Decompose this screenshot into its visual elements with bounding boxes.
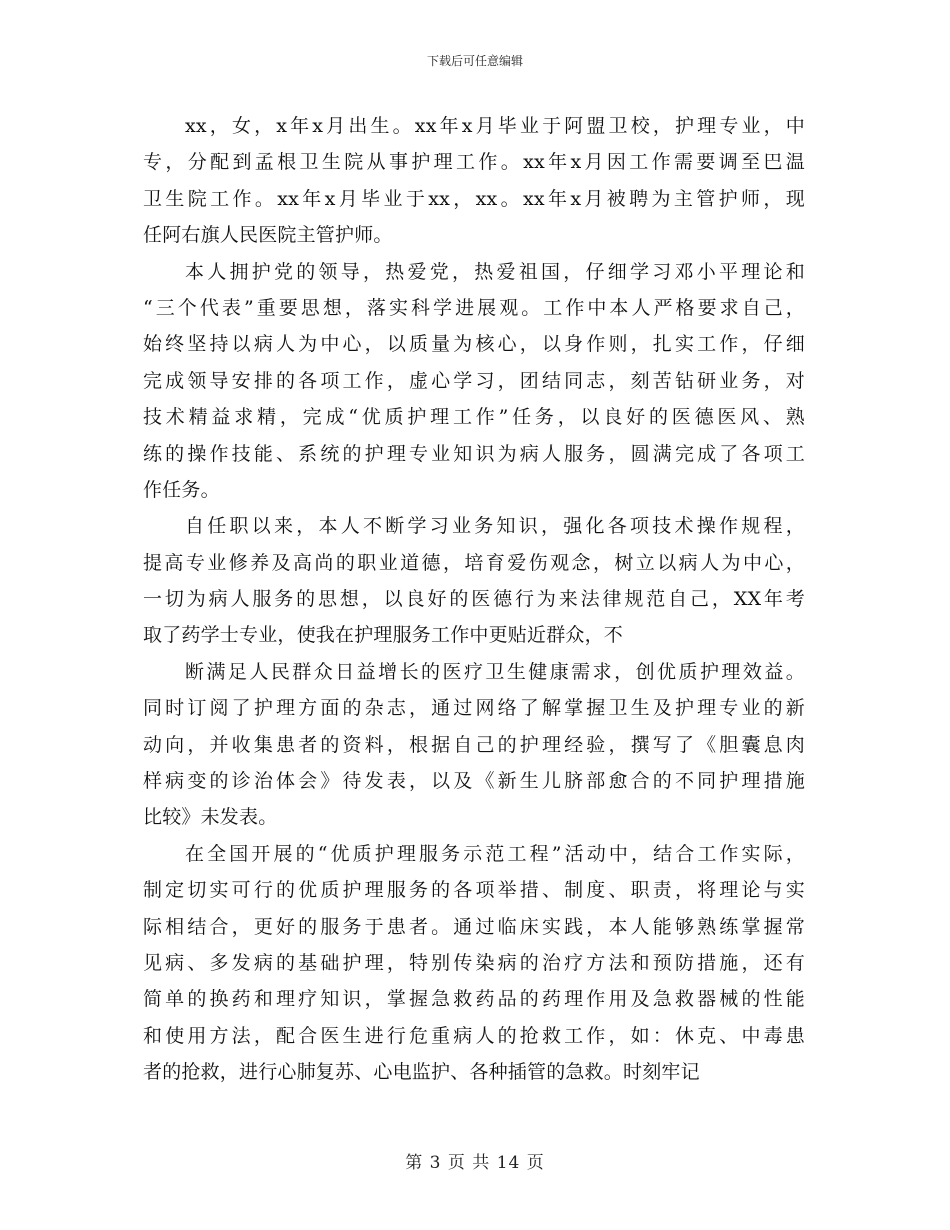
page-header: 下载后可任意编辑: [426, 54, 523, 68]
paragraph-5-line-2: 制定切实可行的优质护理服务的各项举措、制度、职责，将理论与实: [143, 879, 805, 902]
paragraph-5-line-5: 简单的换药和理疗知识，掌握急救药品的药理作用及急救器械的性能: [143, 988, 805, 1011]
paragraph-2-line-4: 完成领导安排的各项工作，虚心学习，团结同志，刻苦钻研业务，对: [143, 369, 805, 392]
paragraph-2-line-6: 练的操作技能、系统的护理专业知识为病人服务，圆满完成了各项工: [143, 442, 805, 465]
paragraph-4-line-4: 样病变的诊治体会》待发表，以及《新生儿脐部愈合的不同护理措施: [143, 770, 805, 793]
paragraph-5-line-3: 际相结合，更好的服务于患者。通过临床实践，本人能够熟练掌握常: [143, 915, 805, 938]
paragraph-2-line-3: 始终坚持以病人为中心，以质量为核心，以身作则，扎实工作，仔细: [143, 333, 805, 356]
document-body: [143, 108, 805, 1091]
paragraph-2-line-2: “三个代表”重要思想，落实科学进展观。工作中本人严格要求自己，: [143, 296, 805, 319]
paragraph-5-line-4: 见病、多发病的基础护理，特别传染病的治疗方法和预防措施，还有: [143, 951, 805, 974]
paragraph-3-line-3: 一切为病人服务的思想，以良好的医德行为来法律规范自己，XX年考: [143, 588, 805, 611]
paragraph-2-line-1: 本人拥护党的领导，热爱党，热爱祖国，仔细学习邓小平理论和: [185, 260, 805, 283]
paragraph-4-line-1: 断满足人民群众日益增长的医疗卫生健康需求，创优质护理效益。: [185, 660, 805, 683]
page-number-footer: 第 3 页 共 14 页: [405, 1153, 545, 1173]
paragraph-3-line-2: 提高专业修养及高尚的职业道德，培育爱伤观念，树立以病人为中心，: [143, 551, 805, 574]
paragraph-4-line-5: 比较》未发表。: [143, 806, 278, 829]
paragraph-4-line-2: 同时订阅了护理方面的杂志，通过网络了解掌握卫生及护理专业的新: [143, 697, 805, 720]
paragraph-5-line-6: 和使用方法，配合医生进行危重病人的抢救工作，如：休克、中毒患: [143, 1024, 805, 1047]
paragraph-1-line-3: 卫生院工作。xx年x月毕业于xx，xx。xx年x月被聘为主管护师，现: [143, 187, 805, 210]
paragraph-1-line-4: 任阿右旗人民医院主管护师。: [143, 224, 393, 247]
paragraph-4-line-3: 动向，并收集患者的资料，根据自己的护理经验，撰写了《胆囊息肉: [143, 733, 805, 756]
paragraph-2-line-7: 作任务。: [143, 478, 220, 501]
paragraph-2-line-5: 技术精益求精，完成“优质护理工作”任务，以良好的医德医风、熟: [143, 406, 805, 429]
paragraph-3-line-4: 取了药学士专业，使我在护理服务工作中更贴近群众，不: [143, 624, 624, 647]
paragraph-1-line-1: xx，女，x年x月出生。xx年x月毕业于阿盟卫校，护理专业，中: [185, 115, 805, 137]
paragraph-1-line-2: 专，分配到孟根卫生院从事护理工作。xx年x月因工作需要调至巴温: [143, 151, 805, 174]
paragraph-5-line-7: 者的抢救，进行心肺复苏、心电监护、各种插管的急救。时刻牢记: [143, 1061, 700, 1084]
paragraph-3-line-1: 自任职以来，本人不断学习业务知识，强化各项技术操作规程，: [185, 515, 805, 538]
paragraph-5-line-1: 在全国开展的“优质护理服务示范工程”活动中，结合工作实际，: [185, 842, 805, 865]
